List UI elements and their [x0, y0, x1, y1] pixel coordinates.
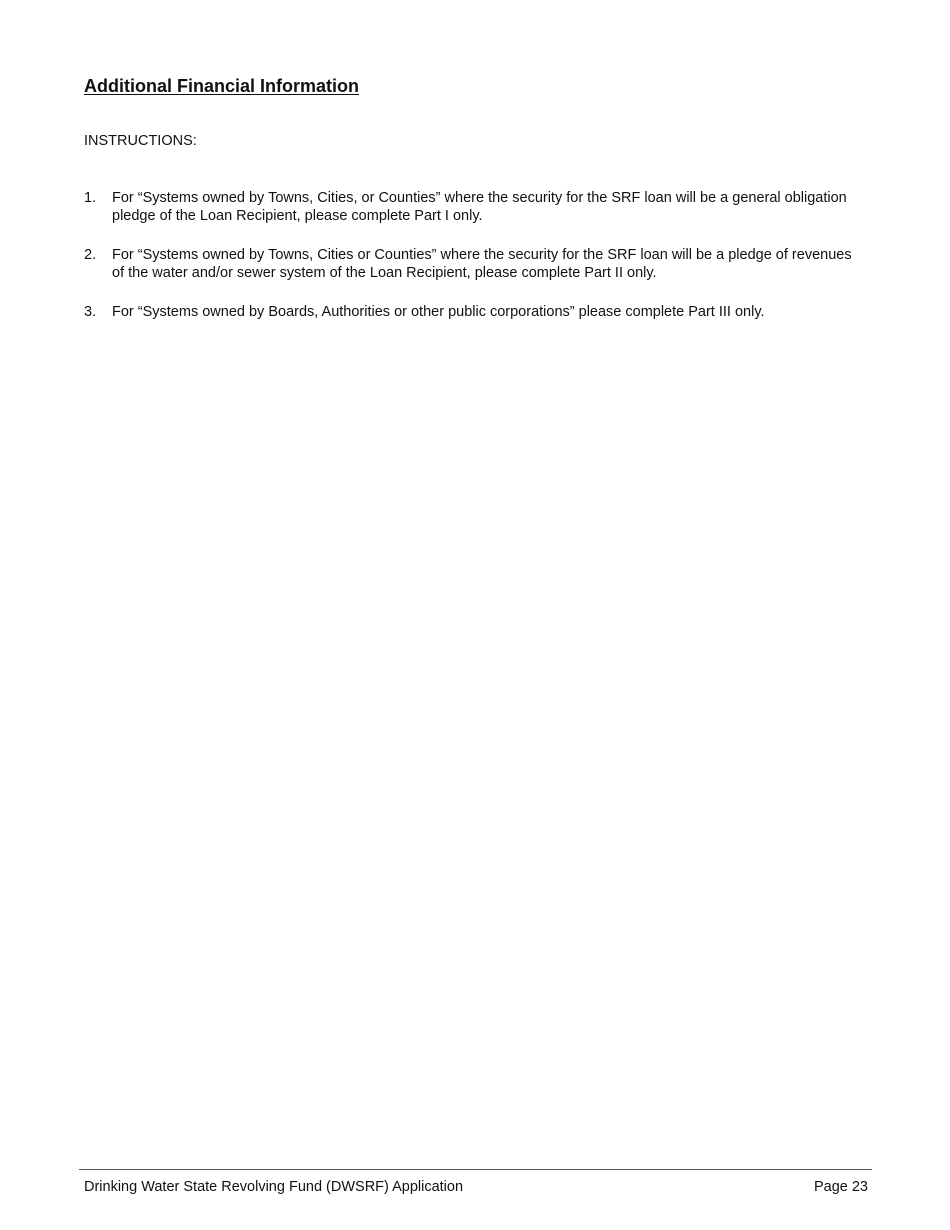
footer-divider — [79, 1169, 872, 1170]
instruction-text: For “Systems owned by Towns, Cities or Counties” where the security for the SRF loan will be a pledge of revenues of the water and/or sewer system of the Loan Recipient, please complete Part II only. — [112, 247, 852, 281]
instruction-item-2 — [84, 246, 854, 282]
page-title: Additional Financial Information — [84, 76, 360, 96]
instruction-number: 2. — [84, 247, 97, 263]
instruction-text: For “Systems owned by Towns, Cities, or Counties” where the security for the SRF loan will be a general obligation pledge of the Loan Recipient, please complete Part I only. — [112, 190, 847, 224]
instructions-heading: INSTRUCTIONS: — [84, 133, 197, 149]
footer-page-number: Page 23 — [813, 1179, 868, 1195]
instruction-number: 3. — [84, 304, 97, 320]
instruction-text: For “Systems owned by Boards, Authorities or other public corporations” please complete Part III only. — [112, 304, 765, 320]
footer-document-name: Drinking Water State Revolving Fund (DWSRF) Application — [84, 1179, 464, 1195]
instruction-number: 1. — [84, 190, 97, 206]
instruction-item-3 — [84, 303, 854, 321]
instruction-item-1 — [84, 189, 854, 225]
instruction-list — [84, 189, 854, 342]
